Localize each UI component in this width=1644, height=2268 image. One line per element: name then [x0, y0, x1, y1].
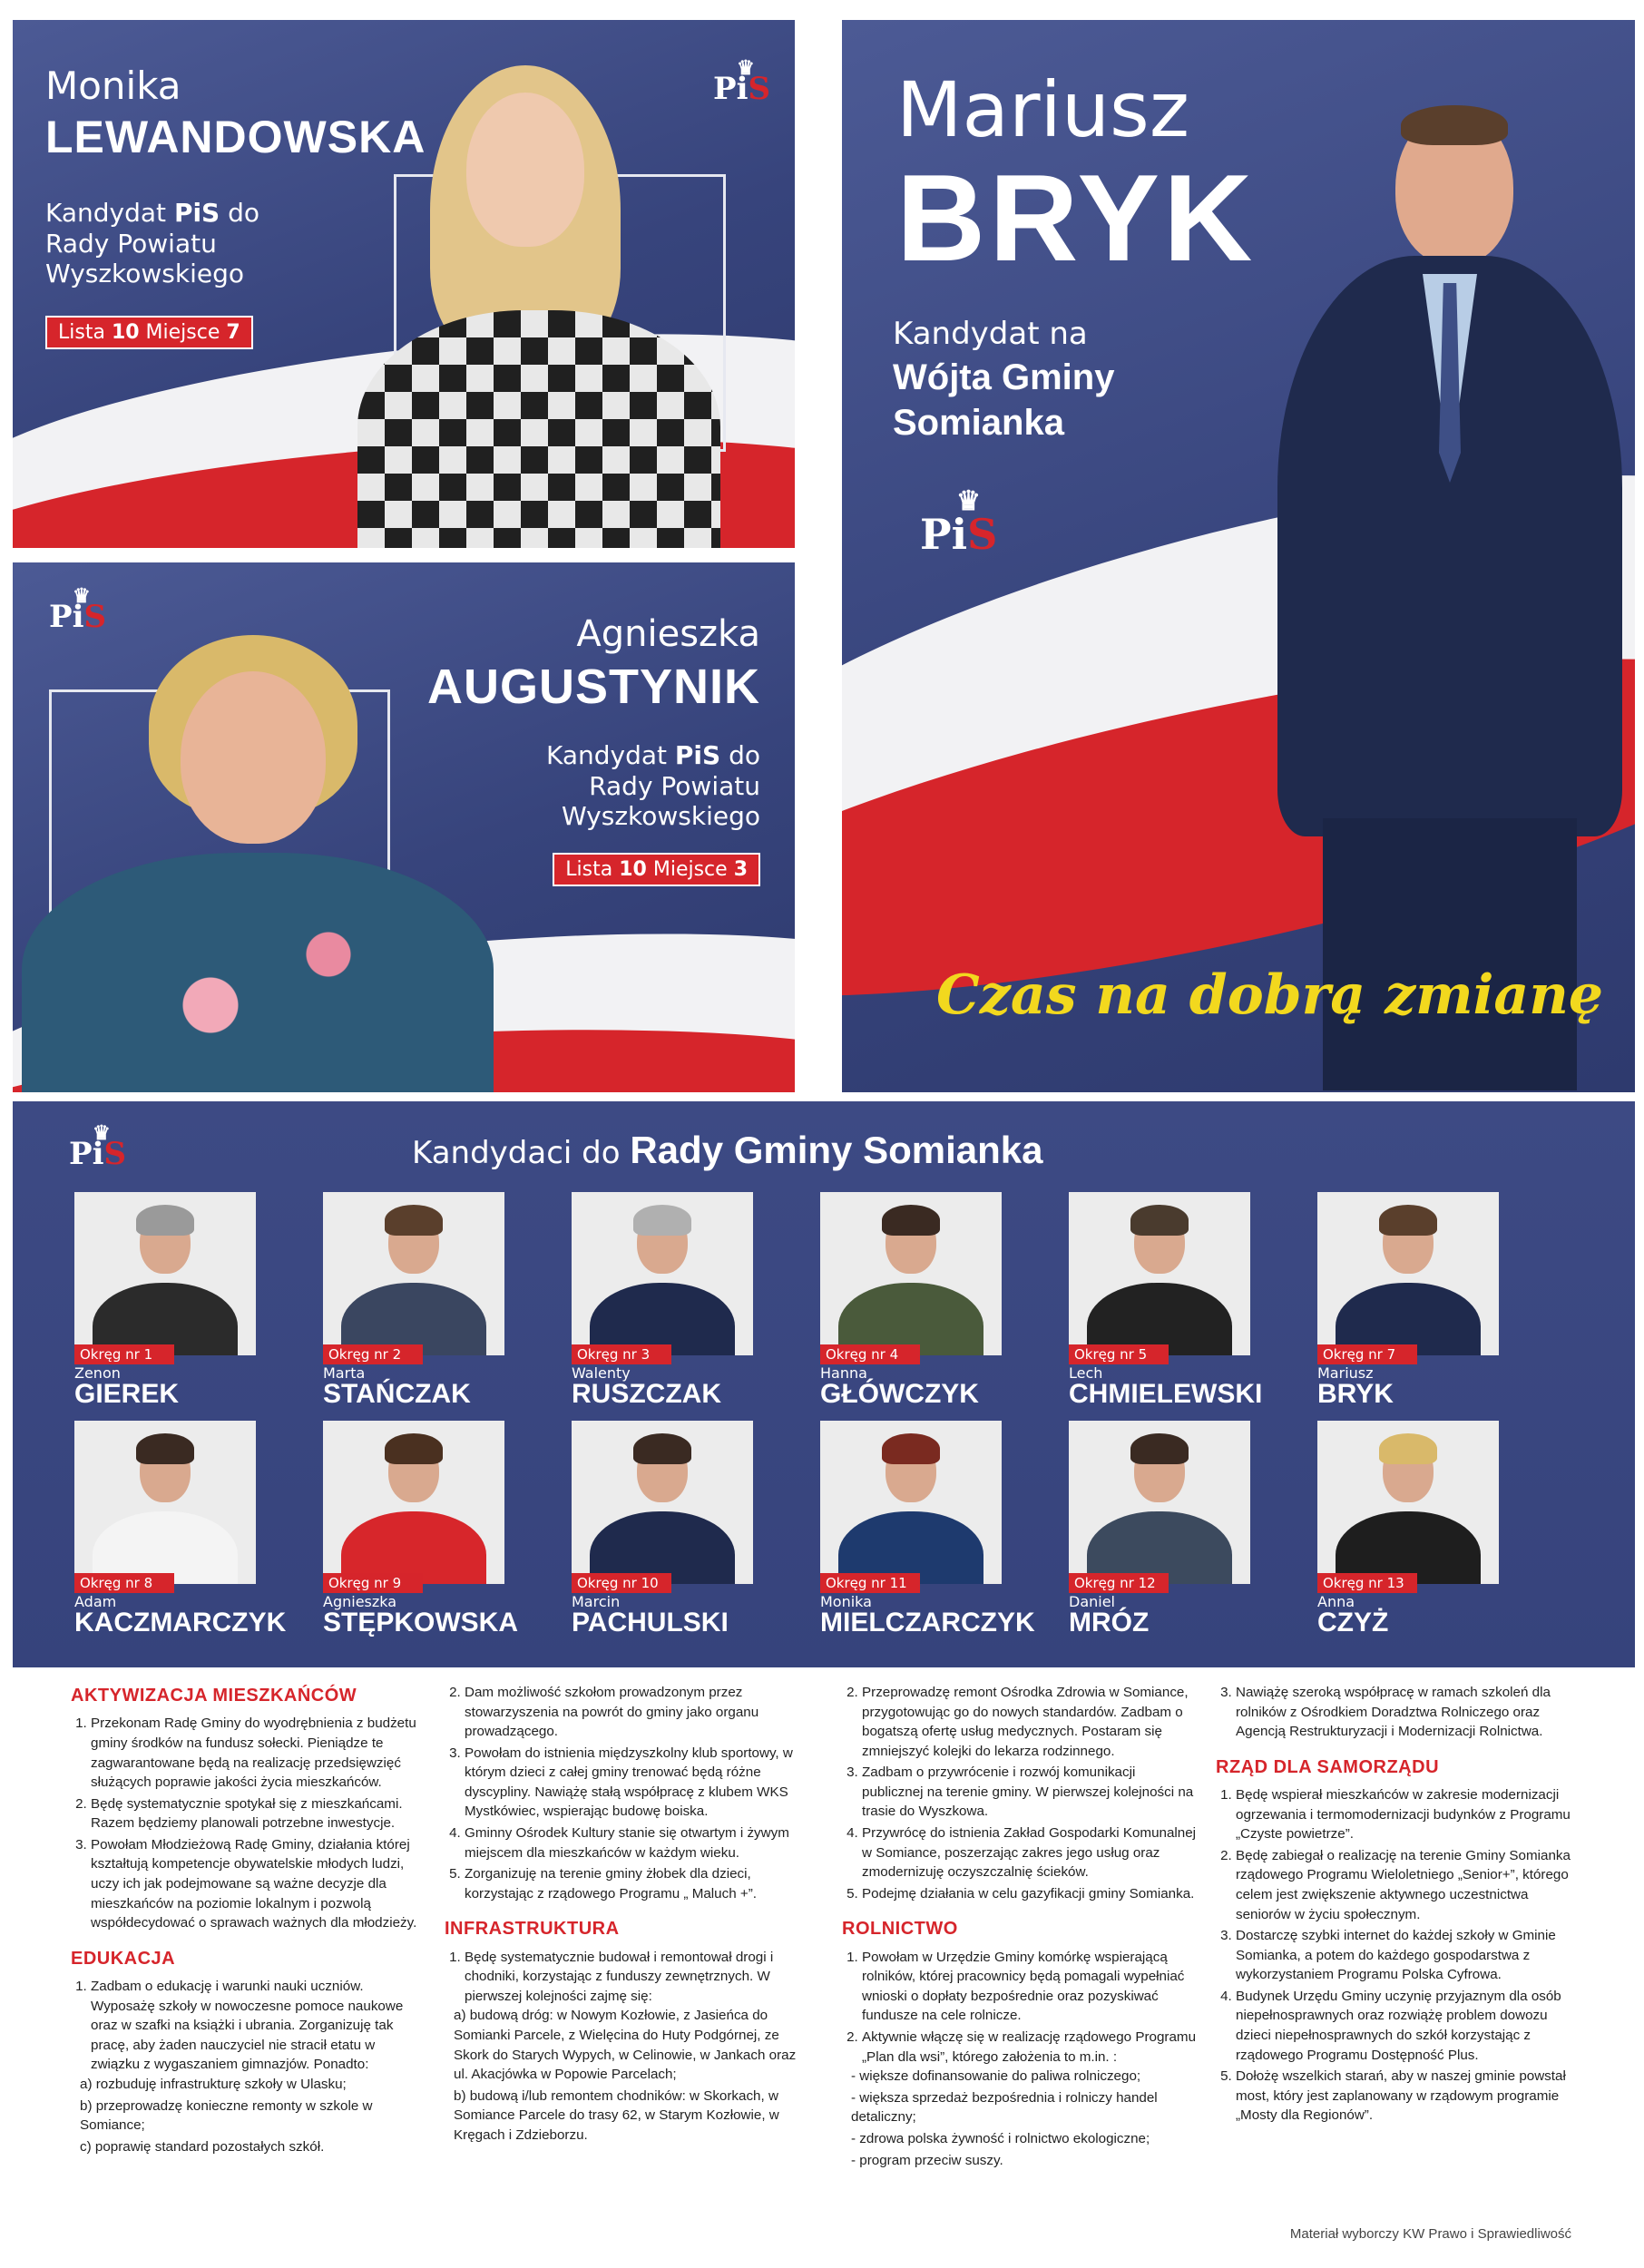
first-name: Agnieszka: [576, 613, 760, 655]
surname: BRYK: [896, 149, 1257, 287]
candidate-last-name: STAŃCZAK: [323, 1379, 471, 1409]
role-line3: Wyszkowskiego: [561, 801, 760, 832]
candidate-photo: [1317, 1421, 1499, 1584]
pis-logo: [713, 56, 771, 125]
list-item: 5. Zorganizuję na terenie gminy żłobek dla dzieci, korzystając z rządowego Programu „ Maluch +”.: [465, 1864, 800, 1903]
miejsce-label: Miejsce: [139, 321, 227, 344]
list-item: 4. Budynek Urzędu Gminy uczynię przyjaznym dla osób niepełnosprawnych oraz rozwiążę problem dowozu dzieci niepełnosprawnych do szkół korzystając z rządowego Programu Dostępność Plus.: [1236, 1987, 1571, 2065]
hair: [385, 1205, 443, 1236]
candidate-last-name: CZYŻ: [1317, 1608, 1389, 1637]
candidate-first-name: Mariusz: [1317, 1364, 1374, 1382]
list-item: 4. Przywrócę do istnienia Zakład Gospodarki Komunalnej w Somiance, poszerzając zakres jego usług oraz zmodernizuję oczyszczalnię ścieków.: [862, 1823, 1198, 1882]
augustynik-panel: [13, 562, 795, 1092]
role-line3: Somianka: [893, 403, 1064, 443]
sublist-edukacja: [71, 2075, 426, 2156]
list-item: 1. Powołam w Urzędzie Gminy komórkę wspierającą rolników, której pracownicy będą pomagali wypełniać wnioski o dopłaty bezpośrednie oraz pozyskiwać fundusze na cele rolnicze.: [862, 1948, 1198, 2026]
sublist-infrastruktura: [445, 2006, 800, 2145]
logo-s: S: [748, 71, 771, 107]
logo-i: i: [736, 71, 749, 107]
role-line2: Rady Powiatu: [589, 770, 760, 801]
logo-s: S: [103, 1136, 127, 1172]
crown-icon: ♛: [73, 584, 91, 608]
logo-p: P: [920, 510, 952, 559]
footnote: Materiał wyborczy KW Prawo i Sprawiedliwość: [1289, 2226, 1571, 2242]
heading-aktywizacja: AKTYWIZACJA MIESZKAŃCÓW: [71, 1686, 357, 1706]
pis-logo: [920, 485, 998, 582]
candidate-photo: [1069, 1421, 1250, 1584]
hair: [882, 1205, 940, 1236]
logo-i: i: [951, 510, 968, 559]
logo-s: S: [967, 510, 998, 559]
list-item: 5. Podejmę działania w celu gazyfikacji gminy Somianka.: [862, 1884, 1198, 1904]
list-item: 1. Przekonam Radę Gminy do wyodrębnienia z budżetu gminy środków na fundusz sołecki. Pieniądze te zagwarantowane będą na realizację przedsięwzięć służących poprawie jakości życia mieszkańców.: [91, 1714, 426, 1792]
candidate-last-name: KACZMARCZYK: [74, 1608, 287, 1637]
pis-logo: [49, 584, 107, 653]
list-rolnictwo: [842, 1948, 1198, 2067]
list-item: 3. Zadbam o przywrócenie i rozwój komunikacji publicznej na terenie gminy. W pierwszej kolejności na trasie do Wyszkowa.: [862, 1763, 1198, 1822]
candidate-first-name: Anna: [1317, 1593, 1355, 1610]
list-item: 2. Będę systematycznie spotykał się z mieszkańcami. Razem będziemy planowali potrzebne inwestycje.: [91, 1794, 426, 1833]
candidate-last-name: CHMIELEWSKI: [1069, 1379, 1263, 1409]
hair: [1130, 1433, 1189, 1464]
face: [466, 93, 584, 247]
crown-icon: ♛: [956, 485, 981, 517]
list-rolnictwo-cont: [1216, 1683, 1571, 1742]
role-line2: Wójta Gminy: [893, 357, 1115, 397]
candidate-last-name: STĘPKOWSKA: [323, 1608, 519, 1637]
slogan: Czas na dobrą zmianę: [936, 963, 1604, 1027]
list-infrastruktura: [445, 1948, 800, 2007]
lista-number: 10: [111, 321, 140, 344]
logo-p: P: [49, 599, 73, 635]
list-item: 2. Dam możliwość szkołom prowadzonym przez stowarzyszenia na powrót do gminy jako organu prowadzącego.: [465, 1683, 800, 1742]
list-rzad: [1216, 1785, 1571, 2126]
council-title: [412, 1129, 1043, 1172]
candidate-last-name: GIEREK: [74, 1379, 180, 1409]
checkered-blouse: [357, 310, 720, 548]
list-item: c) poprawię standard pozostałych szkół.: [80, 2138, 325, 2155]
lista-badge: [553, 853, 760, 886]
list-item: 3. Powołam Młodzieżową Radę Gminy, działania której kształtują kompetencje obywatelskie młodych ludzi, uczy ich jak podejmowane są ważne decyzje dla mieszkańców na poziomie lokalnym i pozwolą współdecydować o sprawach ważnych dla młodzieży.: [91, 1835, 426, 1933]
okreg-badge: Okręg nr 8: [74, 1573, 174, 1593]
list-item: - zdrowa polska żywność i rolnictwo ekologiczne;: [851, 2130, 1150, 2146]
hair: [633, 1205, 691, 1236]
candidate-last-name: RUSZCZAK: [572, 1379, 721, 1409]
okreg-badge: Okręg nr 11: [820, 1573, 920, 1593]
list-item: 1. Będę systematycznie budował i remontował drogi i chodniki, korzystając z funduszy zewnętrznych. W pierwszej kolejności zajmę się:: [465, 1948, 800, 2007]
list-item: - większa sprzedaż bezpośrednia i rolniczy handel detaliczny;: [851, 2089, 1158, 2126]
logo-s: S: [83, 599, 107, 635]
role-line3: Wyszkowskiego: [45, 259, 245, 289]
council-panel: [13, 1101, 1635, 1667]
candidate-first-name: Marta: [323, 1364, 366, 1382]
list-item: - program przeciw suszy.: [851, 2152, 1003, 2168]
face: [181, 671, 326, 844]
okreg-badge: Okręg nr 5: [1069, 1344, 1169, 1364]
list-item: 4. Gminny Ośrodek Kultury stanie się otwartym i żywym miejscem dla mieszkańców w każdym wieku.: [465, 1823, 800, 1862]
okreg-badge: Okręg nr 13: [1317, 1573, 1417, 1593]
candidate-first-name: Walenty: [572, 1364, 631, 1382]
role-line2: Rady Powiatu: [45, 228, 217, 259]
miejsce-number: 3: [733, 858, 748, 881]
candidate-photo: [74, 1192, 256, 1355]
role-suffix: do: [220, 198, 260, 228]
surname: AUGUSTYNIK: [426, 660, 760, 714]
okreg-badge: Okręg nr 4: [820, 1344, 920, 1364]
lewandowska-panel: [13, 20, 795, 548]
list-item: 3. Powołam do istnienia międzyszkolny klub sportowy, w którym dzieci z całej gminy trenować będą różne dyscypliny. Nawiążę stałą współpracę z klubem WKS Mystkówiec, wspierając budowę boiska.: [465, 1744, 800, 1822]
candidate-first-name: Monika: [820, 1593, 872, 1610]
list-item: - większe dofinansowanie do paliwa rolniczego;: [851, 2068, 1141, 2085]
candidate-first-name: Zenon: [74, 1364, 121, 1382]
miejsce-label: Miejsce: [646, 858, 734, 881]
program-col-1: [71, 1683, 426, 2158]
lista-label: Lista: [565, 858, 620, 881]
program-col-4: [1216, 1683, 1571, 2138]
heading-rolnictwo: ROLNICTWO: [842, 1919, 958, 1940]
role-prefix: Kandydat: [545, 740, 675, 770]
hair: [1401, 105, 1508, 145]
okreg-badge: Okręg nr 12: [1069, 1573, 1169, 1593]
council-title-prefix: Kandydaci do: [412, 1135, 631, 1171]
candidate-photo: [74, 1421, 256, 1584]
floral-dress: [22, 853, 494, 1092]
role-suffix: do: [720, 740, 760, 770]
bryk-panel: [842, 20, 1635, 1092]
sublist-rolnictwo: [842, 2067, 1198, 2170]
list-aktywizacja: [71, 1714, 426, 1932]
candidate-first-name: Hanna: [820, 1364, 867, 1382]
program-col-2: [445, 1683, 800, 2147]
list-item: a) rozbuduję infrastrukturę szkoły w Ulasku;: [80, 2077, 347, 2093]
heading-edukacja: EDUKACJA: [71, 1948, 176, 1969]
candidate-photo: [323, 1421, 504, 1584]
okreg-badge: Okręg nr 10: [572, 1573, 671, 1593]
council-title-bold: Rady Gminy Somianka: [630, 1129, 1043, 1171]
candidate-photo: [22, 626, 494, 1092]
okreg-badge: Okręg nr 7: [1317, 1344, 1417, 1364]
okreg-badge: Okręg nr 2: [323, 1344, 423, 1364]
list-item: 1. Zadbam o edukację i warunki nauki uczniów. Wyposażę szkoły w nowoczesne pomoce naukowe oraz w szafki na książki i ubrania. Zorganizuję tak pracę, aby żaden nauczyciel nie stracił etatu w związku z wygaszaniem gimnazjów. Ponadto:: [91, 1977, 426, 2075]
lista-number: 10: [619, 858, 647, 881]
candidate-photo: [820, 1192, 1002, 1355]
list-edukacja-cont: [445, 1683, 800, 1903]
list-item: 2. Będę zabiegał o realizację na terenie Gminy Somianka rządowego Programu Wieloletniego „Senior+”, którego celem jest zwiększenie aktywnego uczestnictwa seniorów w życiu społecznym.: [1236, 1846, 1571, 1924]
list-item: a) budową dróg: w Nowym Kozłowie, z Jasieńca do Somianki Parcele, z Wielęcina do Huty Podgórnej, ze Skork do Starych Wypych, w Celinowie, w Jankach oraz ul. Akacjówka w Popowie Parcelach;: [454, 2008, 797, 2083]
candidate-photo: [323, 1192, 504, 1355]
surname: LEWANDOWSKA: [45, 112, 426, 162]
list-item: b) przeprowadzę konieczne remonty w szkole w Somiance;: [80, 2097, 373, 2134]
role-party: PiS: [674, 740, 721, 770]
okreg-badge: Okręg nr 1: [74, 1344, 174, 1364]
role-line1: Kandydat na: [893, 316, 1088, 352]
hair: [1379, 1205, 1437, 1236]
role-text: [546, 740, 760, 832]
list-item: 2. Aktywnie włączę się w realizację rządowego Programu „Plan dla wsi”, którego założenia to m.in. :: [862, 2028, 1198, 2067]
heading-rzad: RZĄD DLA SAMORZĄDU: [1216, 1756, 1440, 1777]
crown-icon: ♛: [737, 56, 755, 80]
first-name: Monika: [45, 64, 181, 108]
candidate-photo: [1259, 93, 1635, 1092]
candidate-photo: [820, 1421, 1002, 1584]
list-item: 5. Dołożę wszelkich starań, aby w naszej gminie powstał most, który jest zaplanowany w rządowym programie „Mosty dla Regionów”.: [1236, 2067, 1571, 2126]
list-item: 3. Nawiążę szeroką współpracę w ramach szkoleń dla rolników z Ośrodkiem Doradztwa Rolniczego oraz Agencją Restrukturyzacji i Modernizacji Rolnictwa.: [1236, 1683, 1571, 1742]
candidate-first-name: Marcin: [572, 1593, 621, 1610]
okreg-badge: Okręg nr 3: [572, 1344, 671, 1364]
candidate-first-name: Agnieszka: [323, 1593, 397, 1610]
list-item: b) budową i/lub remontem chodników: w Skorkach, w Somiance Parcele do trasy 62, w Starym Kozłowie, w Kręgach i Zdzieborzu.: [454, 2087, 779, 2143]
candidate-last-name: PACHULSKI: [572, 1608, 729, 1637]
list-item: 2. Przeprowadzę remont Ośrodka Zdrowia w Somiance, przygotowując go do nowych standardów. Zadbam o bogatszą ofertę usług medycznych. Postaram się zmniejszyć kolejki do lekarza rodzinnego.: [862, 1683, 1198, 1761]
lista-label: Lista: [58, 321, 112, 344]
candidate-last-name: MIELCZARCZYK: [820, 1608, 1035, 1637]
candidate-photo: [572, 1192, 753, 1355]
role-prefix: Kandydat: [45, 198, 174, 228]
list-edukacja: [71, 1977, 426, 2075]
hair: [882, 1433, 940, 1464]
list-item: 1. Będę wspierał mieszkańców w zakresie modernizacji ogrzewania i termomodernizacji budynków z Programu „Czyste powietrze”.: [1236, 1785, 1571, 1844]
candidate-last-name: BRYK: [1317, 1379, 1394, 1409]
candidate-last-name: GŁÓWCZYK: [820, 1379, 979, 1409]
hair: [1379, 1433, 1437, 1464]
crown-icon: ♛: [93, 1121, 111, 1145]
candidate-first-name: Daniel: [1069, 1593, 1115, 1610]
candidate-photo: [1317, 1192, 1499, 1355]
miejsce-number: 7: [226, 321, 240, 344]
hair: [385, 1433, 443, 1464]
heading-infrastruktura: INFRASTRUKTURA: [445, 1919, 620, 1940]
program-col-3: [842, 1683, 1198, 2172]
hair: [1130, 1205, 1189, 1236]
role-party: PiS: [173, 198, 220, 228]
candidate-first-name: Adam: [74, 1593, 117, 1610]
candidate-photo: [1069, 1192, 1250, 1355]
list-infrastruktura-cont: [842, 1683, 1198, 1903]
logo-p: P: [713, 71, 737, 107]
hair: [136, 1433, 194, 1464]
list-item: 3. Dostarczę szybki internet do każdej szkoły w Gminie Somianka, a potem do każdego gospodarstwa z wykorzystaniem Programu Polska Cyfrowa.: [1236, 1926, 1571, 1985]
hair: [633, 1433, 691, 1464]
first-name: Mariusz: [896, 65, 1189, 154]
candidate-first-name: Lech: [1069, 1364, 1103, 1382]
candidate-last-name: MRÓZ: [1069, 1608, 1150, 1637]
legs: [1323, 818, 1577, 1090]
logo-i: i: [72, 599, 84, 635]
logo-p: P: [69, 1136, 93, 1172]
role-text: [45, 198, 259, 289]
hair: [136, 1205, 194, 1236]
pis-logo: [69, 1121, 127, 1190]
candidate-photo: [572, 1421, 753, 1584]
okreg-badge: Okręg nr 9: [323, 1573, 423, 1593]
logo-i: i: [92, 1136, 104, 1172]
lista-badge: [45, 316, 253, 349]
